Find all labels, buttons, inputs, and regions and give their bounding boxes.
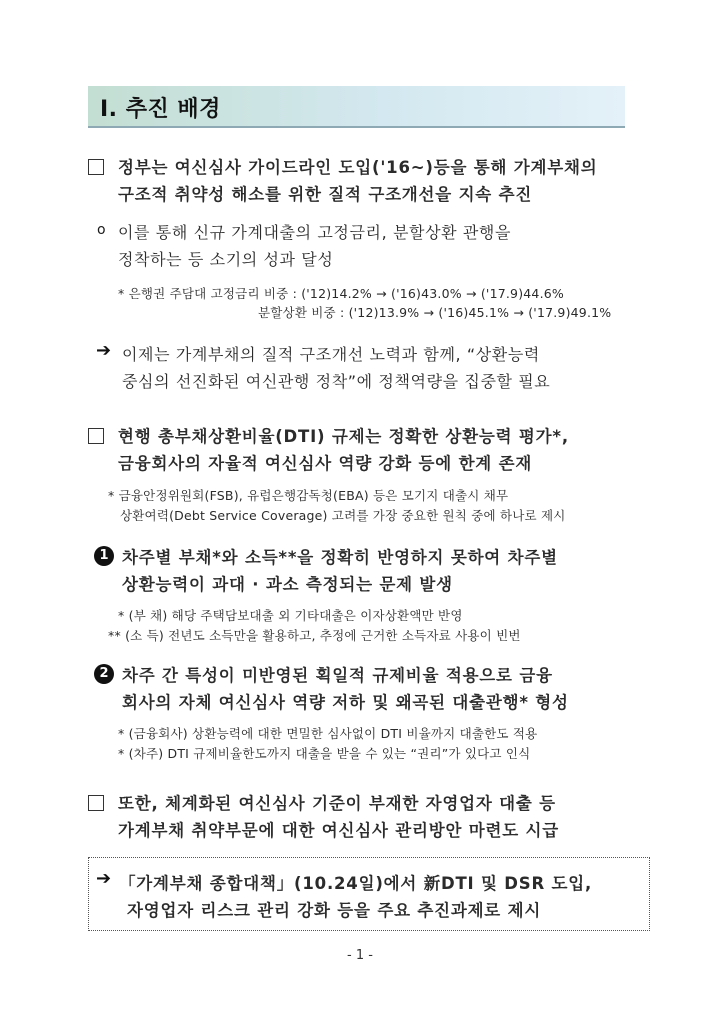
b1-arrow-line1: 이제는 가계부채의 질적 구조개선 노력과 함께, “상환능력 [122, 345, 540, 364]
numbered-circle-1-icon: 1 [94, 546, 114, 566]
p2-line2: 회사의 자체 여신심사 역량 저하 및 왜곡된 대출관행* 형성 [122, 693, 569, 712]
b3-line1: 또한, 체계화된 여신심사 기준이 부재한 자영업자 대출 등 [118, 794, 556, 813]
numbered-circle-2-icon: 2 [94, 664, 114, 684]
b1-note-line2: 분할상환 비중 : ('12)13.9% → ('16)45.1% → ('17.9)49.1% [258, 305, 612, 320]
p1-note-line2: ** (소 득) 전년도 소득만을 활용하고, 추정에 근거한 소득자료 사용이 빈번 [108, 628, 521, 643]
section-title: Ⅰ. 추진 배경 [100, 97, 221, 122]
b1-line1: 정부는 여신심사 가이드라인 도입('16~)등을 통해 가계부채의 [118, 158, 598, 177]
p1-line1: 차주별 부채*와 소득**을 정확히 반영하지 못하여 차주별 [122, 548, 558, 567]
section-header-bar [88, 86, 625, 128]
b2-note-line1: * 금융안정위원회(FSB), 유럽은행감독청(EBA) 등은 모기지 대출시 채무 [108, 488, 509, 503]
checkbox-bullet-icon [88, 159, 104, 175]
b2-line1: 현행 총부채상환비율(DTI) 규제는 정확한 상환능력 평가*, [118, 427, 569, 446]
arrow-right-icon: ➔ [96, 868, 112, 889]
b2-line2: 금융회사의 자율적 여신심사 역량 강화 등에 한계 존재 [118, 454, 533, 473]
checkbox-bullet-icon [88, 795, 104, 811]
circle-bullet-icon: o [97, 222, 106, 238]
b2-note-line2: 상환여력(Debt Service Coverage) 고려를 가장 중요한 원칙 중에 하나로 제시 [120, 508, 566, 523]
p1-line2: 상환능력이 과대 · 과소 측정되는 문제 발생 [122, 575, 453, 594]
b1-arrow-line2: 중심의 선진화된 여신관행 정착”에 정책역량을 집중할 필요 [122, 372, 551, 391]
b1-sub-line1: 이를 통해 신규 가계대출의 고정금리, 분할상환 관행을 [118, 223, 512, 242]
b1-line2: 구조적 취약성 해소를 위한 질적 구조개선을 지속 추진 [118, 185, 533, 204]
summary-box [88, 857, 650, 931]
p2-note-line2: * (차주) DTI 규제비율한도까지 대출을 받을 수 있는 “권리”가 있다고 인식 [118, 746, 531, 761]
b3-line2: 가계부채 취약부문에 대한 여신심사 관리방안 마련도 시급 [118, 821, 560, 840]
p1-note-line1: * (부 채) 해당 주택담보대출 외 기타대출은 이자상환액만 반영 [118, 608, 463, 623]
summary-line2: 자영업자 리스크 관리 강화 등을 주요 추진과제로 제시 [127, 901, 542, 920]
arrow-right-icon: ➔ [96, 340, 112, 361]
summary-line1: 「가계부채 종합대책」(10.24일)에서 新DTI 및 DSR 도입, [119, 874, 593, 893]
b1-sub-line2: 정착하는 등 소기의 성과 달성 [118, 250, 334, 269]
p2-line1: 차주 간 특성이 미반영된 획일적 규제비율 적용으로 금융 [122, 666, 553, 685]
b1-note-line1: * 은행권 주담대 고정금리 비중 : ('12)14.2% → ('16)43.0% → ('17.9)44.6% [118, 286, 564, 301]
page-number: - 1 - [347, 948, 373, 963]
checkbox-bullet-icon [88, 428, 104, 444]
p2-note-line1: * (금융회사) 상환능력에 대한 면밀한 심사없이 DTI 비율까지 대출한도 적용 [118, 726, 538, 741]
